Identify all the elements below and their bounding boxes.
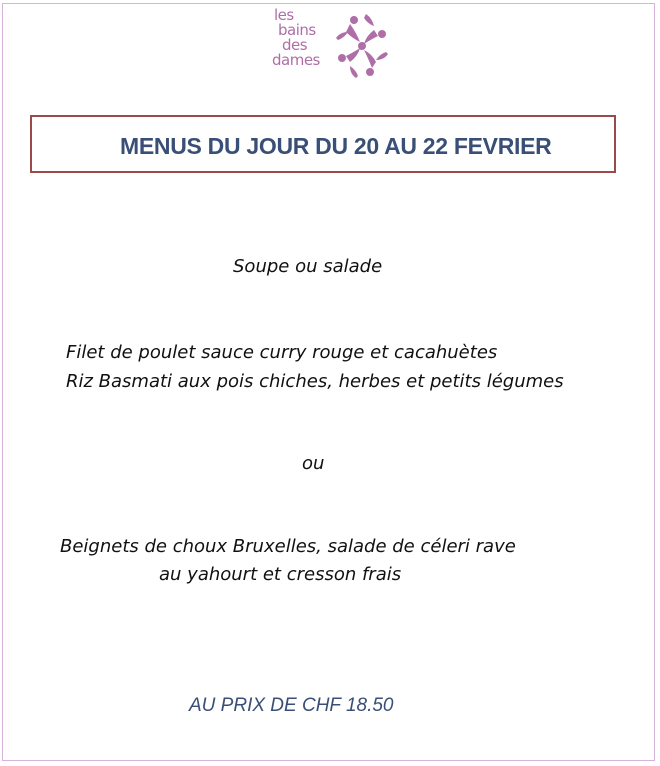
main-option-1-line-1: Filet de poulet sauce curry rouge et cacahuètes (66, 342, 498, 363)
main-option-1-line-2: Riz Basmati aux pois chiches, herbes et petits légumes (66, 371, 564, 392)
title-box (30, 115, 616, 173)
price-label: AU PRIX DE CHF 18.50 (189, 695, 394, 716)
main-option-2-line-1: Beignets de choux Bruxelles, salade de céleri rave (60, 536, 516, 557)
dancers-logo-icon (332, 10, 392, 82)
logo (270, 8, 392, 84)
logo-line-dames: dames (272, 51, 320, 69)
logo-text (270, 8, 330, 68)
main-option-2-line-2: au yahourt et cresson frais (159, 564, 402, 585)
separator-ou: ou (302, 453, 325, 474)
page-title: MENUS DU JOUR DU 20 AU 22 FEVRIER (120, 133, 552, 159)
logo-line-les: les (274, 6, 294, 24)
logo-line-des: des (282, 36, 308, 54)
starter-line: Soupe ou salade (233, 256, 383, 277)
logo-line-bains: bains (278, 21, 316, 39)
